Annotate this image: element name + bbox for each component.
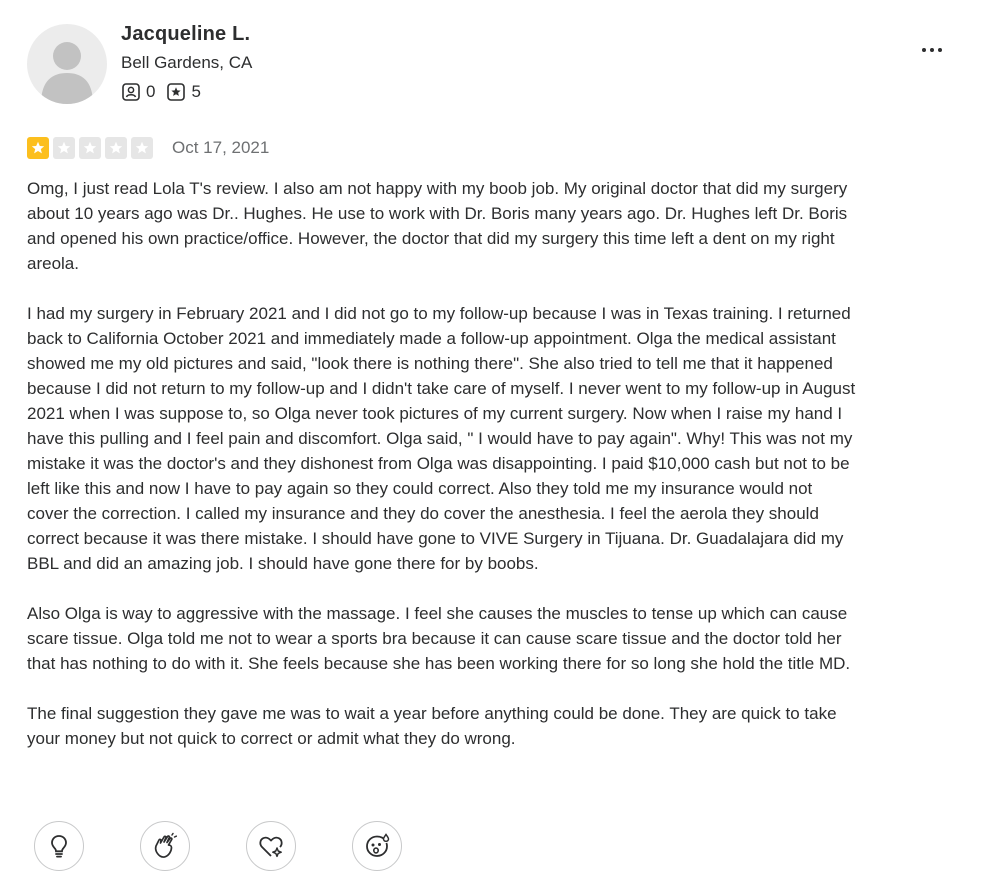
review-paragraph: Omg, I just read Lola T's review. I also am not happy with my boob job. My original doctor that did my surgery about 10 years ago was Dr.. Hughes. He use to work with Dr. Boris many years ago. Dr. Hughes left Dr. Boris and opened his own practice/office. However, the doctor that did my surgery this time left a dent on my right areola. xyxy=(27,179,848,273)
review-text xyxy=(27,176,857,776)
review-paragraph: The final suggestion they gave me was to wait a year before anything could be done. They are quick to take your money but not quick to correct or admit what they do wrong. xyxy=(27,704,837,748)
reviewer-location: Bell Gardens, CA xyxy=(121,53,253,72)
thanks-reaction-button[interactable] xyxy=(140,821,190,871)
more-options-button[interactable] xyxy=(914,38,950,62)
avatar-placeholder-icon xyxy=(27,24,107,104)
review-paragraph: Also Olga is way to aggressive with the massage. I feel she causes the muscles to tense up which can cause scare tissue. Olga told me not to wear a sports bra because it can cause scare tissue and the doctor told her that has nothing to do with it. She feels because she has been working there for so long she hold the title MD. xyxy=(27,604,851,673)
review-paragraph: I had my surgery in February 2021 and I did not go to my follow-up because I was in Texas training. I returned back to California October 2021 and immediately made a follow-up appointment. Olga the medical assistant showed me my old pictures and said, "look there is nothing there". She also tried to tell me that it happened because I did not return to my follow-up and I didn't take care of myself. I never went to my follow-up in August 2021 when I was suppose to, so Olga never took pictures of my current surgery. Now when I raise my hand I have this pulling and I feel pain and discomfort. Olga said, " I would have to pay again". Why! This was not my mistake it was the doctor's and they dishonest from Olga was disappointing. I paid $10,000 cash but not to be left like this and now I have to pay again so they could correct. Also they told me my insurance would not cover the correction. I called my insurance and they do cover the anesthesia. I feel the aerola they should correct because it was there mistake. I should have gone to VIVE Surgery in Tijuana. Dr. Guadalajara did my BBL and did an amazing job. I should have gone there for by boobs. xyxy=(27,304,856,573)
heart-sparkle-icon xyxy=(257,832,285,860)
love-reaction-button[interactable] xyxy=(246,821,296,871)
oh-no-face-icon xyxy=(363,832,391,860)
reviewer-avatar[interactable] xyxy=(27,24,107,104)
reviews-count: 5 xyxy=(191,82,201,101)
helpful-reaction-button[interactable] xyxy=(34,821,84,871)
friends-count: 0 xyxy=(146,82,156,101)
reaction-buttons xyxy=(34,821,458,871)
reviews-stat xyxy=(167,82,200,102)
reviewer-name[interactable]: Jacqueline L. xyxy=(121,23,251,45)
star-empty-icon xyxy=(79,137,101,159)
clapping-hands-icon xyxy=(151,832,179,860)
oh-no-reaction-button[interactable] xyxy=(352,821,402,871)
star-empty-icon xyxy=(105,137,127,159)
review-star-icon xyxy=(167,83,185,101)
friends-icon xyxy=(122,83,140,101)
star-filled-icon xyxy=(27,137,49,159)
lightbulb-icon xyxy=(46,833,72,859)
friends-stat xyxy=(122,82,155,102)
more-horizontal-icon xyxy=(922,48,926,52)
review-date: Oct 17, 2021 xyxy=(172,138,270,157)
star-rating xyxy=(27,137,157,159)
star-empty-icon xyxy=(53,137,75,159)
reviewer-stats xyxy=(122,82,213,102)
star-empty-icon xyxy=(131,137,153,159)
